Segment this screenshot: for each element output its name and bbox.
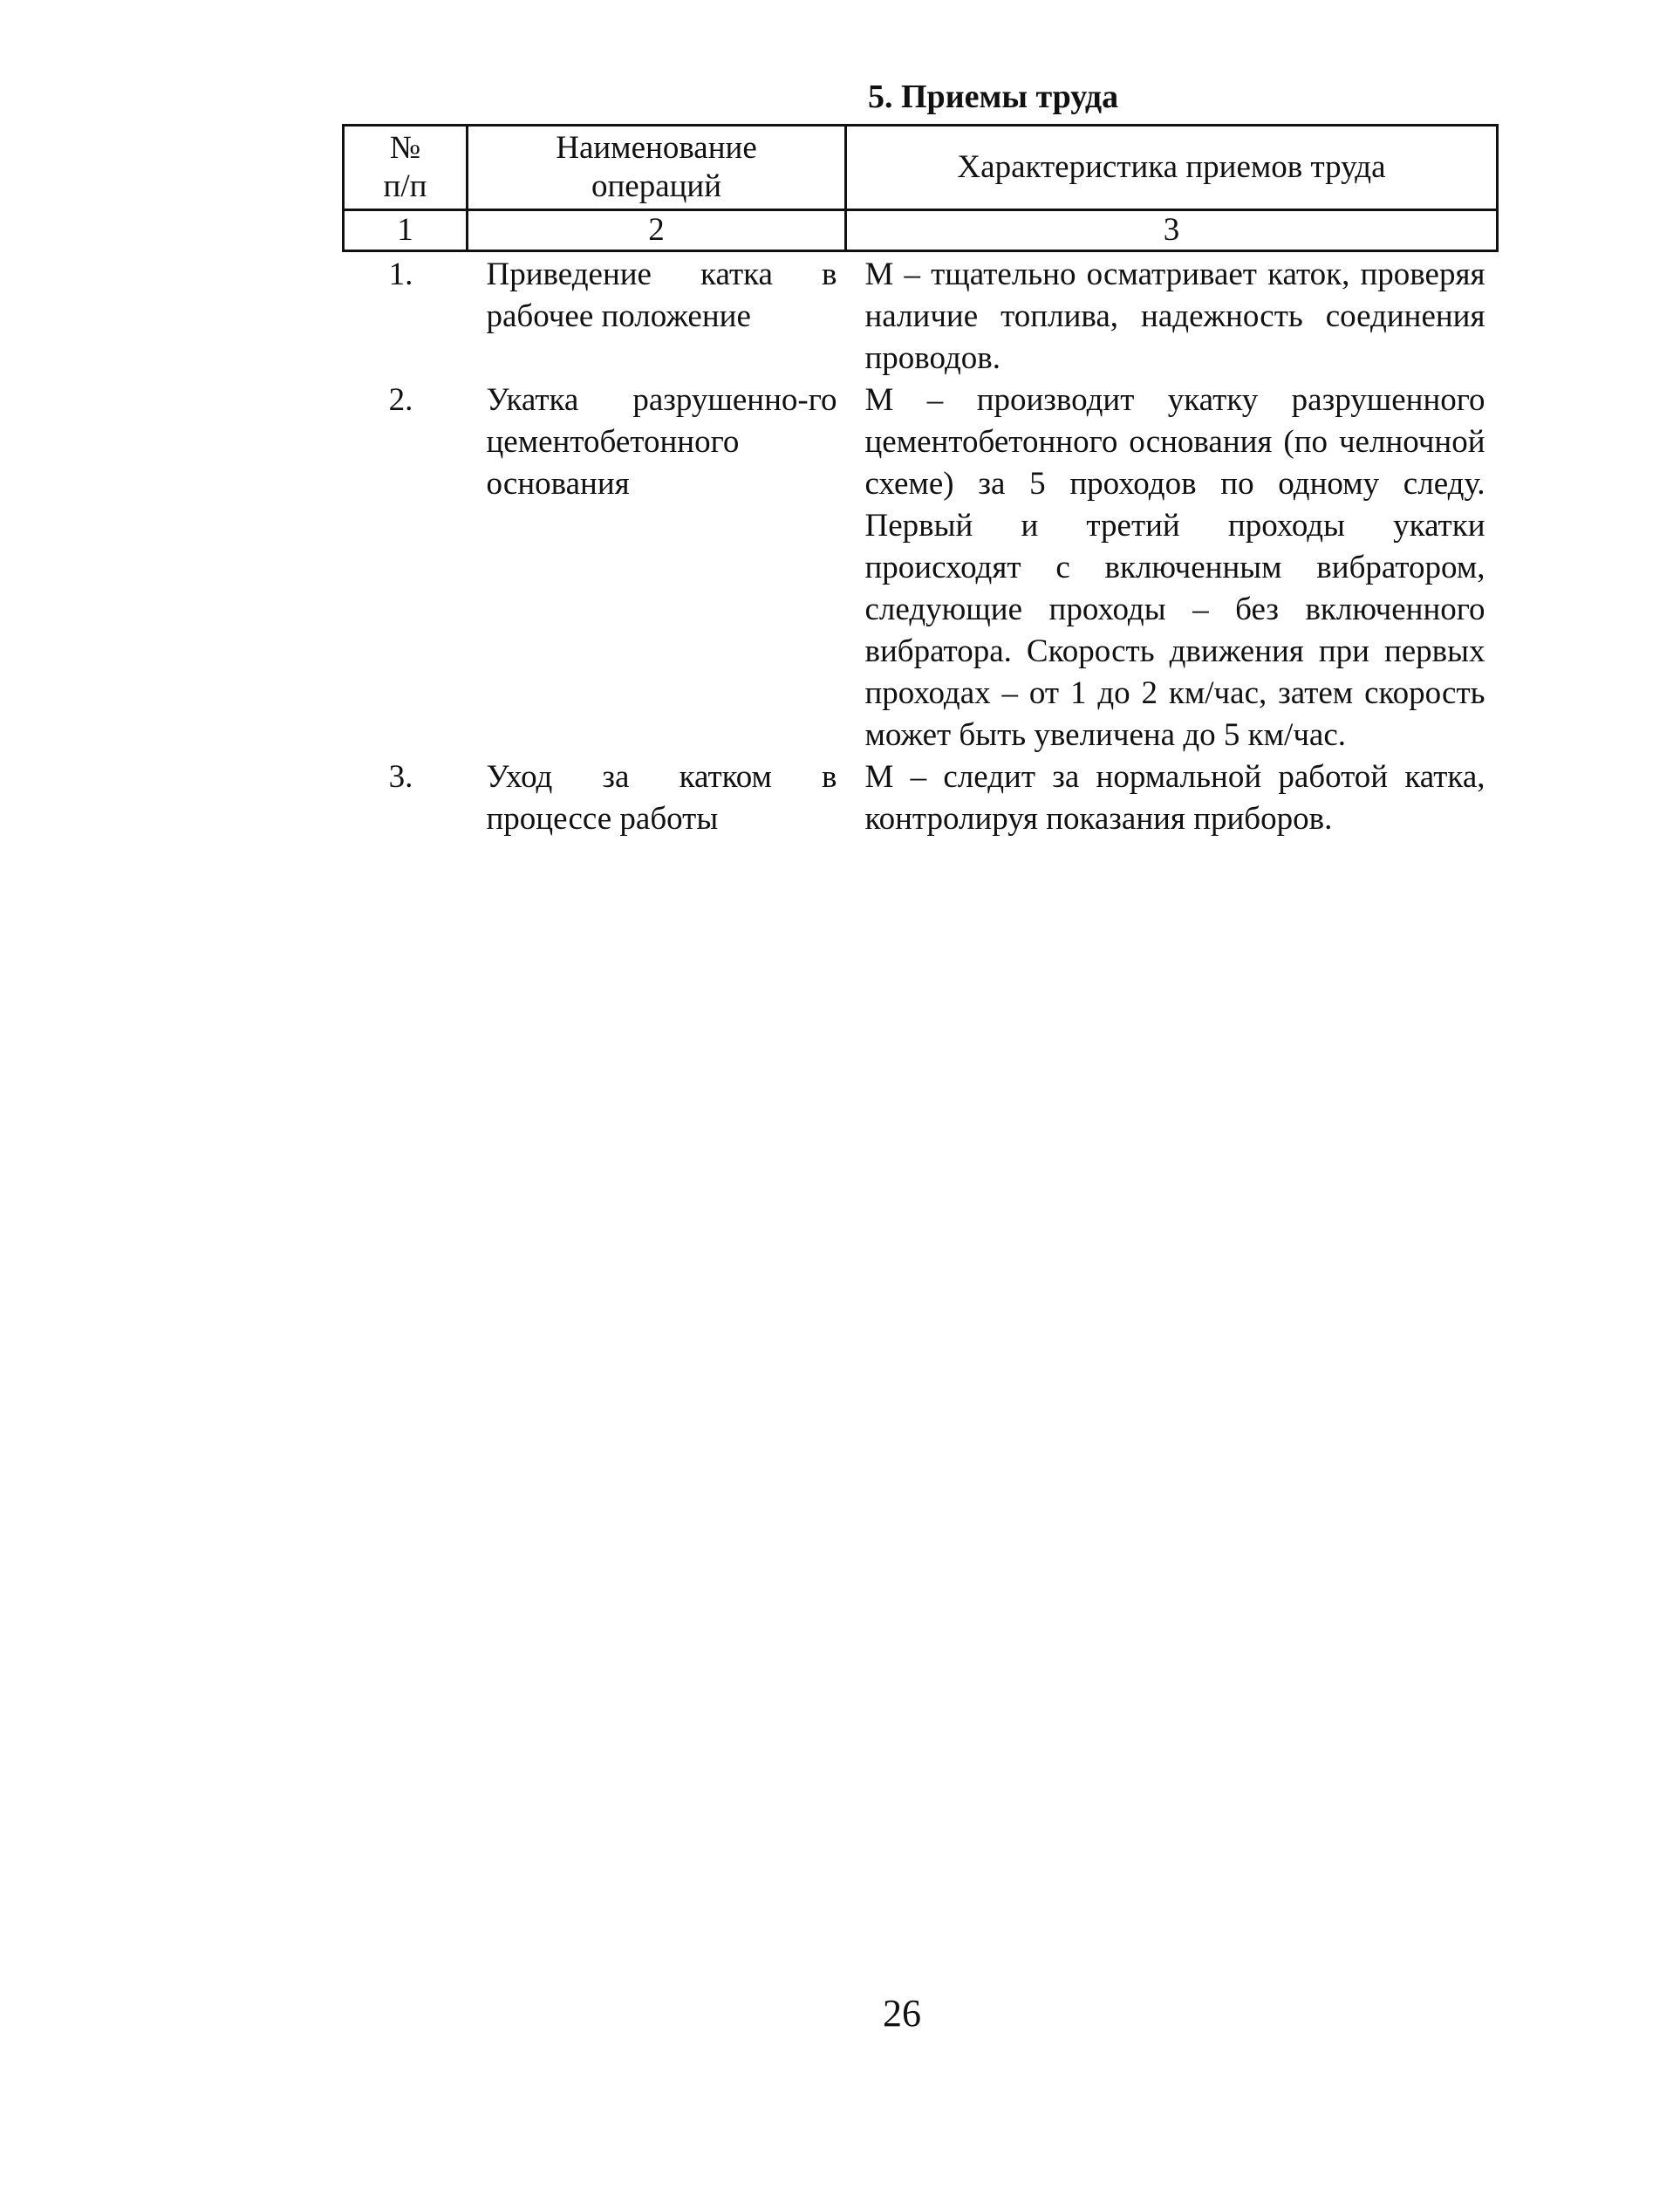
header-number-symbol: № xyxy=(389,130,421,166)
header-method-characteristics: Характеристика приемов труда xyxy=(846,126,1498,210)
row-number: 1. xyxy=(388,257,413,292)
row-number: 3. xyxy=(388,759,413,795)
labor-methods-table xyxy=(342,124,1499,840)
column-number-3: 3 xyxy=(846,210,1498,251)
column-number-row xyxy=(344,210,1498,251)
header-number-abbr: п/п xyxy=(383,168,427,204)
header-operation-name-line2: операций xyxy=(591,168,722,204)
header-operation-name-line1: Наименование xyxy=(556,130,757,166)
section-title: 5. Приемы труда xyxy=(868,79,1119,115)
table-row xyxy=(344,251,1498,380)
header-number xyxy=(344,126,468,210)
operation-name: Укатка разрушенно-го цементобетонного основания xyxy=(486,382,837,502)
operation-description: М – тщательно осматривает каток, проверяя наличие топлива, надежность соединения проводов. xyxy=(864,257,1485,376)
operation-description: М – следит за нормальной работой катка, контролируя показания приборов. xyxy=(864,759,1485,837)
table-row xyxy=(344,380,1498,756)
page-number: 26 xyxy=(883,1992,921,2035)
operation-description: М – производит укатку разрушенного цементобетонного основания (по челночной схеме) за 5 проходов по одному следу. Первый и третий проходы укатки происходят с включенным вибратором, следующие проходы – без включенного вибратора. Скорость движения при первых проходах – от 1 до 2 км/час, затем скорость может быть увеличена до 5 км/час. xyxy=(864,382,1485,753)
operation-name: Приведение катка в рабочее положение xyxy=(486,257,837,334)
column-number-1: 1 xyxy=(344,210,468,251)
row-number: 2. xyxy=(388,382,413,418)
table-header-row xyxy=(344,126,1498,210)
table-row xyxy=(344,756,1498,840)
operation-name: Уход за катком в процессе работы xyxy=(486,759,837,837)
header-operation-name xyxy=(468,126,846,210)
column-number-2: 2 xyxy=(468,210,846,251)
